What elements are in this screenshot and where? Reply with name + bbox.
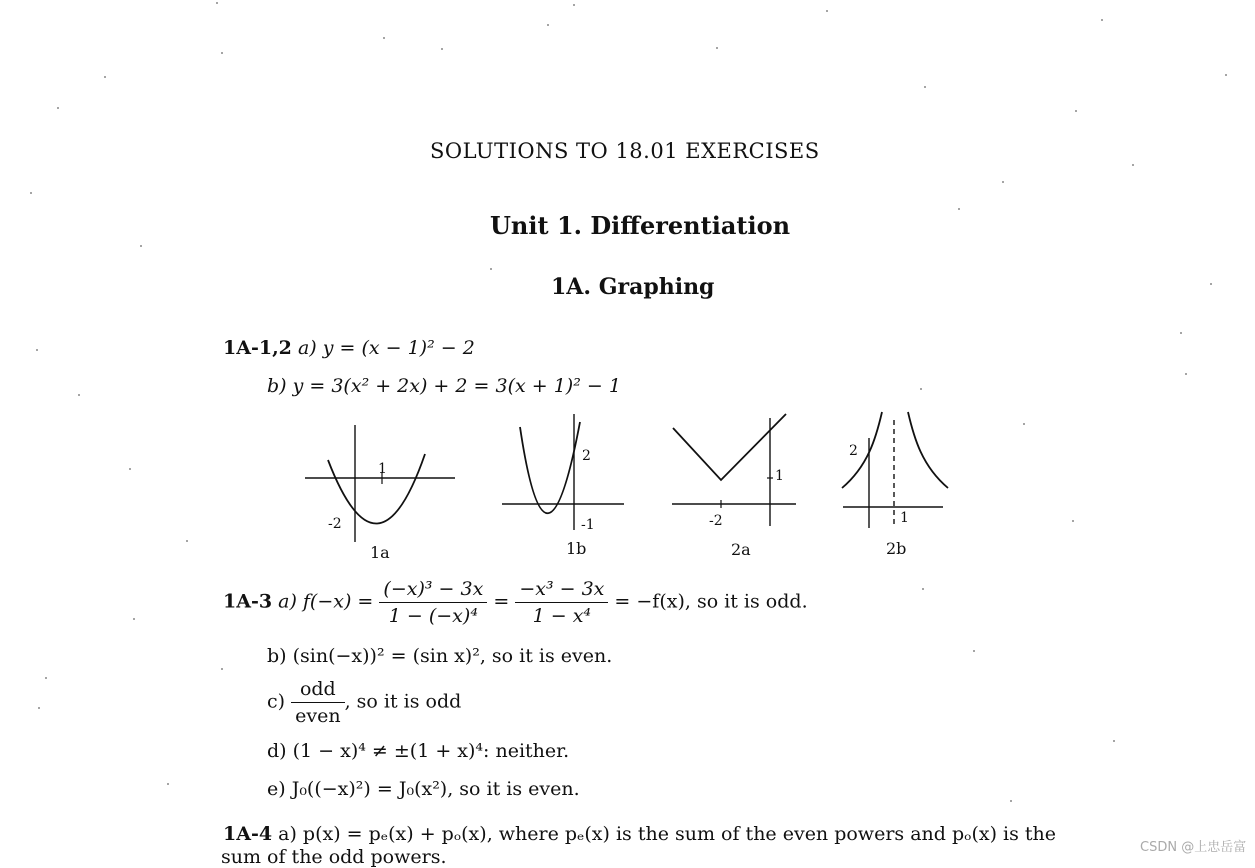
watermark: CSDN @上忠岳富 [1140, 840, 1247, 855]
figure-2a-caption: 2a [731, 540, 751, 559]
problem-label: 1A-3 [223, 590, 273, 613]
problem-1a-3-part-c [267, 678, 461, 727]
section-heading: 1A. Graphing [551, 274, 715, 300]
figure-2b-graph [838, 408, 953, 533]
problem-1a-3-part-b: b) (sin(−x))² = (sin x)², so it is even. [267, 645, 613, 667]
part-suffix: , so it is odd [344, 690, 462, 713]
problem-text: a) p(x) = pₑ(x) + pₒ(x), where pₑ(x) is the sum of the even powers and pₒ(x) is the [278, 823, 1057, 845]
problem-1a-4-line-2: sum of the odd powers. [221, 846, 447, 868]
fraction-2-denominator: 1 − x⁴ [532, 605, 592, 627]
fraction-2-numerator: −x³ − 3x [515, 578, 608, 603]
problem-label: 1A-1,2 [223, 337, 292, 359]
fraction-numerator: odd [291, 678, 344, 703]
figure-1a-graph [300, 420, 465, 545]
problem-1a-3-part-a [223, 578, 808, 627]
figure-1b-caption: 1b [566, 539, 587, 558]
problem-1a-4-line-1 [223, 823, 1056, 845]
figure-1b-graph [500, 412, 630, 537]
figure-2b-label-2: 2 [849, 443, 858, 459]
problem-1a-1-2-part-b: b) y = 3(x² + 2x) + 2 = 3(x + 1)² − 1 [267, 375, 621, 397]
problem-label: 1A-4 [223, 823, 273, 845]
problem-1a-3-part-e: e) J₀((−x)²) = J₀(x²), so it is even. [267, 778, 580, 800]
equation-text: a) y = (x − 1)² − 2 [297, 337, 475, 359]
fraction-1-denominator: 1 − (−x)⁴ [388, 605, 478, 627]
figure-2a-label-1: 1 [775, 468, 784, 484]
figure-2b-caption: 2b [886, 539, 907, 558]
figure-2b-label-1: 1 [900, 510, 909, 526]
page-title: SOLUTIONS TO 18.01 EXERCISES [430, 139, 820, 163]
figure-2a-label-neg2: -2 [709, 513, 723, 529]
problem-1a-3-part-d: d) (1 − x)⁴ ≠ ±(1 + x)⁴: neither. [267, 740, 570, 762]
equals-sign: = [493, 590, 510, 613]
figure-1a-label-1: 1 [378, 461, 387, 477]
equation-suffix: = −f(x), so it is odd. [614, 590, 808, 613]
fraction-1 [379, 578, 487, 627]
fraction-denominator: even [295, 705, 341, 727]
unit-heading: Unit 1. Differentiation [490, 211, 791, 240]
figure-1b-label-neg1: -1 [581, 517, 595, 533]
fraction-odd-even [291, 678, 344, 727]
figure-1a-label-neg2: -2 [328, 516, 342, 532]
fraction-2 [515, 578, 608, 627]
figure-1a-caption: 1a [370, 543, 390, 562]
part-label: c) [267, 690, 286, 713]
fraction-1-numerator: (−x)³ − 3x [379, 578, 487, 603]
equation-prefix: a) f(−x) = [278, 590, 374, 613]
figure-1b-label-2: 2 [582, 448, 591, 464]
problem-1a-1-2-part-a [223, 337, 475, 359]
